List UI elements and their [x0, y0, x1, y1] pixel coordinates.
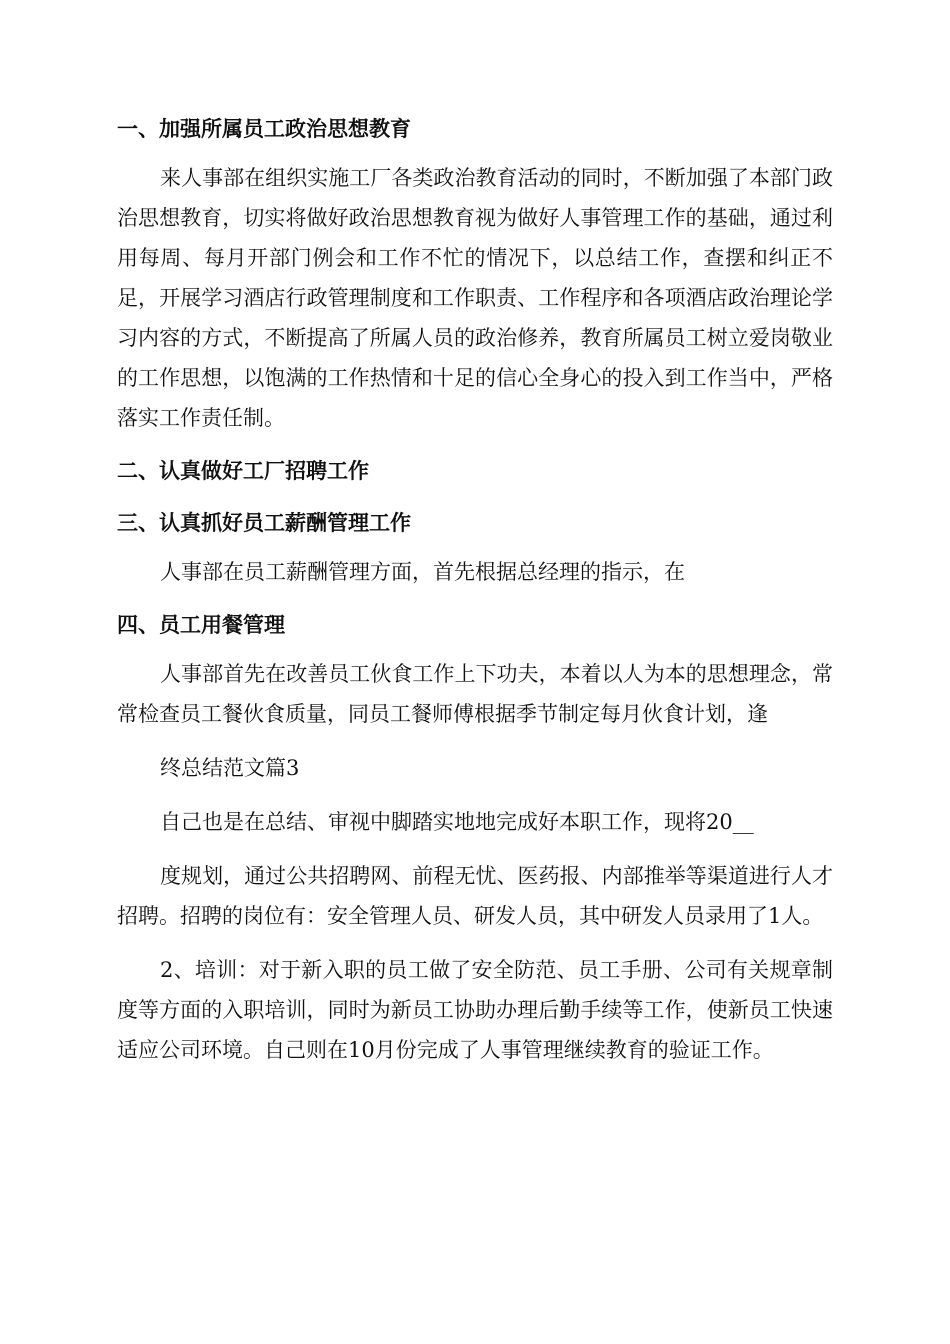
paragraph-self-review: 自己也是在总结、审视中脚踏实地地完成好本职工作，现将20__ [160, 810, 754, 834]
paragraph-political-education: 来人事部在组织实施工厂各类政治教育活动的同时，不断加强了本部门政治思想教育，切实将做好政治思想教育视为做好人事管理工作的基础，通过利用每周、每月开部门例会和工作不忙的情况下，以总结工作，查摆和纠正不足，开展学习酒店行政管理制度和工作职责、工作程序和各项酒店政治理论学习内容的方式，不断提高了所属人员的政治修养，教育所属员工树立爱岗敬业的工作思想，以饱满的工作热情和十足的信心全身心的投入到工作当中，严格落实工作责任制。 [117, 166, 833, 430]
section-heading-3: 三、认真抓好员工薪酬管理工作 [117, 511, 411, 535]
section-heading-2: 二、认真做好工厂招聘工作 [117, 459, 369, 483]
section-heading-4: 四、员工用餐管理 [117, 613, 285, 637]
section-heading-1: 一、加强所属员工政治思想教育 [117, 117, 411, 141]
paragraph-training: 2、培训：对于新入职的员工做了安全防范、员工手册、公司有关规章制度等方面的入职培训，同时为新员工协助办理后勤手续等工作，使新员工快速适应公司环境。自己则在10月份完成了人事管理继续教育的验证工作。 [117, 958, 833, 1062]
paragraph-summary-title: 终总结范文篇3 [160, 756, 300, 780]
paragraph-salary-management: 人事部在员工薪酬管理方面，首先根据总经理的指示，在 [160, 560, 685, 584]
paragraph-recruitment: 度规划，通过公共招聘网、前程无忧、医药报、内部推举等渠道进行人才招聘。招聘的岗位有：安全管理人员、研发人员，其中研发人员录用了1人。 [117, 864, 833, 928]
paragraph-meal-management: 人事部首先在改善员工伙食工作上下功夫，本着以人为本的思想理念，常常检查员工餐伙食质量，同员工餐师傅根据季节制定每月伙食计划，逢 [117, 662, 833, 726]
document-page [117, 110, 833, 1070]
